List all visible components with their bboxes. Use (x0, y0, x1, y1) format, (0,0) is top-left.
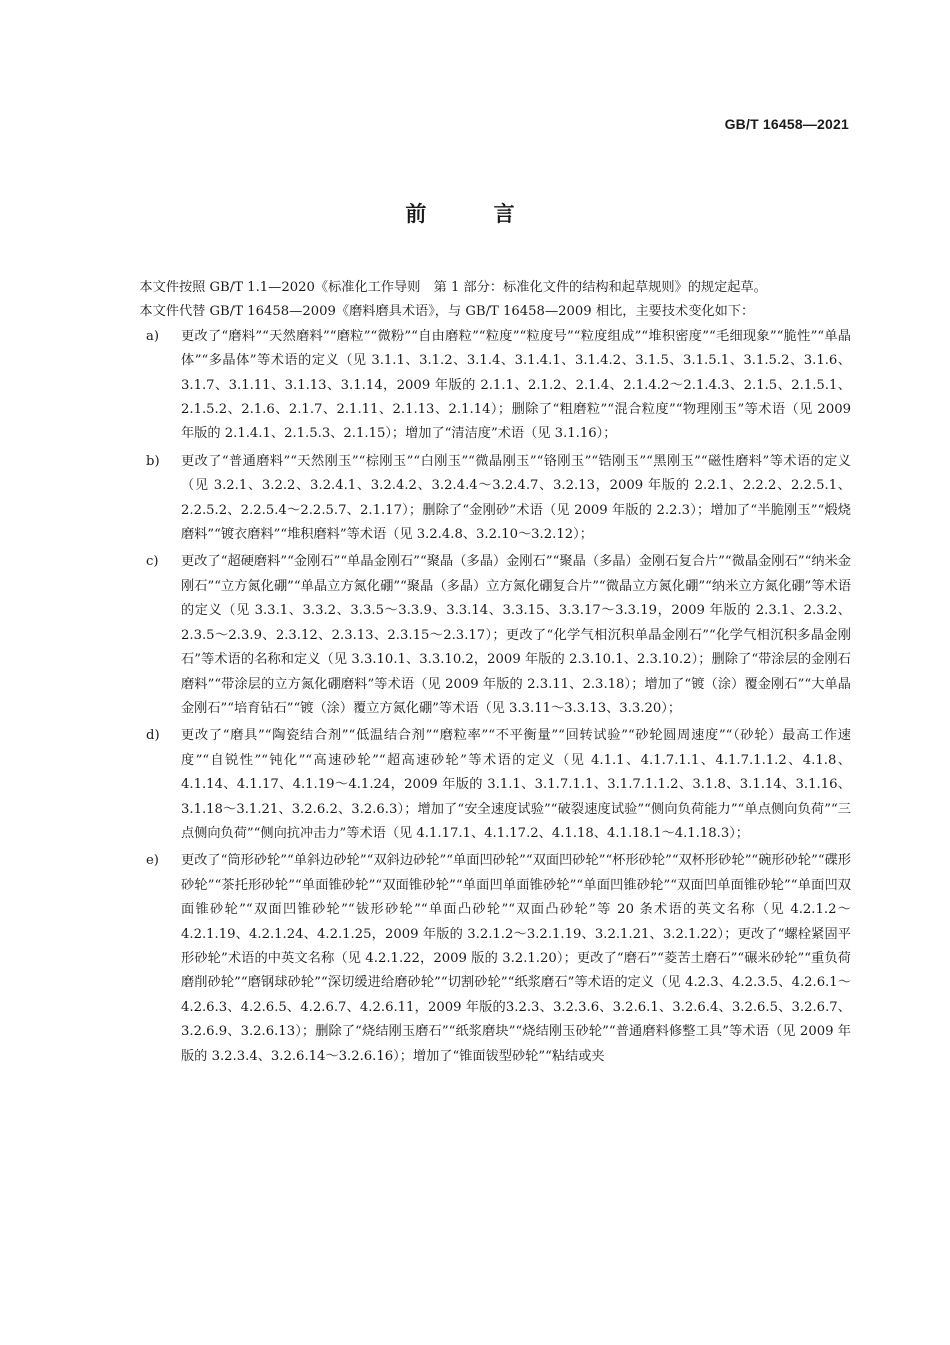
list-marker: d) (146, 728, 160, 744)
list-item-text: 更改了“普通磨料”“天然刚玉”“棕刚玉”“白刚玉”“微晶刚玉”“铬刚玉”“锆刚玉”“黑刚玉”“磁性磨料”等术语的定义（见 3.2.1、3.2.2、3.2.4.1、3.2.4.2、3.2.4.4～3.2.4.7、3.2.13，2009 年版的 2.2.1、2.2.2、2.2.5.1、2.2.5.2、2.2.5.4～2.2.5.7、2.1.17）；删除了“金刚砂”术语（见 2009 年版的 2.2.3）；增加了“半脆刚玉”“煅烧磨料”“镀衣磨料”“堆积磨料”等术语（见 3.2.4.8、3.2.10～3.2.12）； (181, 453, 851, 543)
intro-paragraph: 本文件代替 GB/T 16458—2009《磨料磨具术语》，与 GB/T 16458—2009 相比，主要技术变化如下： (139, 304, 755, 320)
change-list (113, 325, 851, 1069)
standard-code: GB/T 16458—2021 (724, 116, 849, 132)
page-title: 前 言 (405, 202, 545, 226)
list-item (113, 550, 851, 721)
list-marker: a) (146, 328, 160, 344)
list-item-text: 更改了“筒形砂轮”“单斜边砂轮”“双斜边砂轮”“单面凹砂轮”“双面凹砂轮”“杯形砂轮”“双杯形砂轮”“碗形砂轮”“碟形砂轮”“茶托形砂轮”“单面锥砂轮”“双面锥砂轮”“单面凹单面锥砂轮”“单面凹锥砂轮”“双面凹单面锥砂轮”“单面凹双面锥砂轮”“双面凹锥砂轮”“钹形砂轮”“单面凸砂轮”“双面凸砂轮”等 20 条术语的英文名称（见 4.2.1.2～4.2.1.19、4.2.1.24、4.2.1.25，2009 年版的 3.2.1.2～3.2.1.19、3.2.1.21、3.2.1.22）；更改了“螺栓紧固平形砂轮”术语的中英文名称（见 4.2.1.22，2009 版的 3.2.1.20）；更改了“磨石”“菱苦土磨石”“碾米砂轮”“重负荷磨削砂轮”“磨钢球砂轮”“深切缓进给磨砂轮”“切割砂轮”“纸浆磨石”等术语的定义（见 4.2.3、4.2.3.5、4.2.6.1～4.2.6.3、4.2.6.5、4.2.6.7、4.2.6.11，2009 年版的3.2.3、3.2.3.6、3.2.6.1、3.2.6.4、3.2.6.5、3.2.6.7、3.2.6.9、3.2.6.13）；删除了“烧结刚玉磨石”“纸浆磨块”“烧结刚玉砂轮”“普通磨料修整工具”等术语（见 2009 年版的 3.2.3.4、3.2.6.14～3.2.6.16）；增加了“锥面钹型砂轮”“粘结或夹 (181, 853, 851, 1064)
list-item (113, 849, 851, 1069)
intro-paragraph: 本文件按照 GB/T 1.1—2020《标准化工作导则 第 1 部分：标准化文件的结构和起草规则》的规定起草。 (139, 280, 767, 295)
list-item (113, 724, 851, 846)
list-item-text: 更改了“磨料”“天然磨料”“磨粒”“微粉”“自由磨粒”“粒度”“粒度号”“粒度组成”“堆积密度”“毛细现象”“脆性”“单晶体”“多晶体”等术语的定义（见 3.1.1、3.1.2、3.1.4、3.1.4.1、3.1.4.2、3.1.5、3.1.5.1、3.1.5.2、3.1.6、3.1.7、3.1.11、3.1.13、3.1.14，2009 年版的 2.1.1、2.1.2、2.1.4、2.1.4.2～2.1.4.3、2.1.5、2.1.5.1、2.1.5.2、2.1.6、2.1.7、2.1.11、2.1.13、2.1.14）；删除了“粗磨粒”“混合粒度”“物理刚玉”等术语（见 2009 年版的 2.1.4.1、2.1.5.3、2.1.15）；增加了“清洁度”术语（见 3.1.16）； (181, 328, 851, 442)
list-marker: b) (146, 453, 160, 469)
list-item-text: 更改了“超硬磨料”“金刚石”“单晶金刚石”“聚晶（多晶）金刚石”“聚晶（多晶）金刚石复合片”“微晶金刚石”“纳米金刚石”“立方氮化硼”“单晶立方氮化硼”“聚晶（多晶）立方氮化硼复合片”“微晶立方氮化硼”“纳米立方氮化硼”等术语的定义（见 3.3.1、3.3.2、3.3.5～3.3.9、3.3.14、3.3.15、3.3.17～3.3.19，2009 年版的 2.3.1、2.3.2、2.3.5～2.3.9、2.3.12、2.3.13、2.3.15～2.3.17）；更改了“化学气相沉积单晶金刚石”“化学气相沉积多晶金刚石”等术语的名称和定义（见 3.3.10.1、3.3.10.2，2009 年版的 2.3.10.1、2.3.10.2）；删除了“带涂层的金刚石磨料”“带涂层的立方氮化硼磨料”等术语（见 2009 年版的 2.3.11、2.3.18）；增加了“镀（涂）覆金刚石”“大单晶金刚石”“培育钻石”“镀（涂）覆立方氮化硼”等术语（见 3.3.11～3.3.13、3.3.20）； (181, 554, 851, 716)
list-marker: e) (146, 853, 159, 869)
list-item (113, 450, 851, 548)
list-marker: c) (146, 554, 159, 570)
document-body (113, 276, 851, 1072)
list-item-text: 更改了“磨具”“陶瓷结合剂”“低温结合剂”“磨粒率”“不平衡量”“回转试验”“砂轮圆周速度”“（砂轮）最高工作速度”“自锐性”“钝化”“高速砂轮”“超高速砂轮”等术语的定义（见 4.1.1、4.1.7.1.1、4.1.7.1.1.2、4.1.8、4.1.14、4.1.17、4.1.19～4.1.24，2009 年版的 3.1.1、3.1.7.1.1、3.1.7.1.1.2、3.1.8、3.1.14、3.1.16、3.1.18～3.1.21、3.2.6.2、3.2.6.3）；增加了“安全速度试验”“破裂速度试验”“侧向负荷能力”“单点侧向负荷”“三点侧向负荷”“侧向抗冲击力”等术语（见 4.1.17.1、4.1.17.2、4.1.18、4.1.18.1～4.1.18.3）； (181, 728, 851, 841)
list-item (113, 325, 851, 447)
